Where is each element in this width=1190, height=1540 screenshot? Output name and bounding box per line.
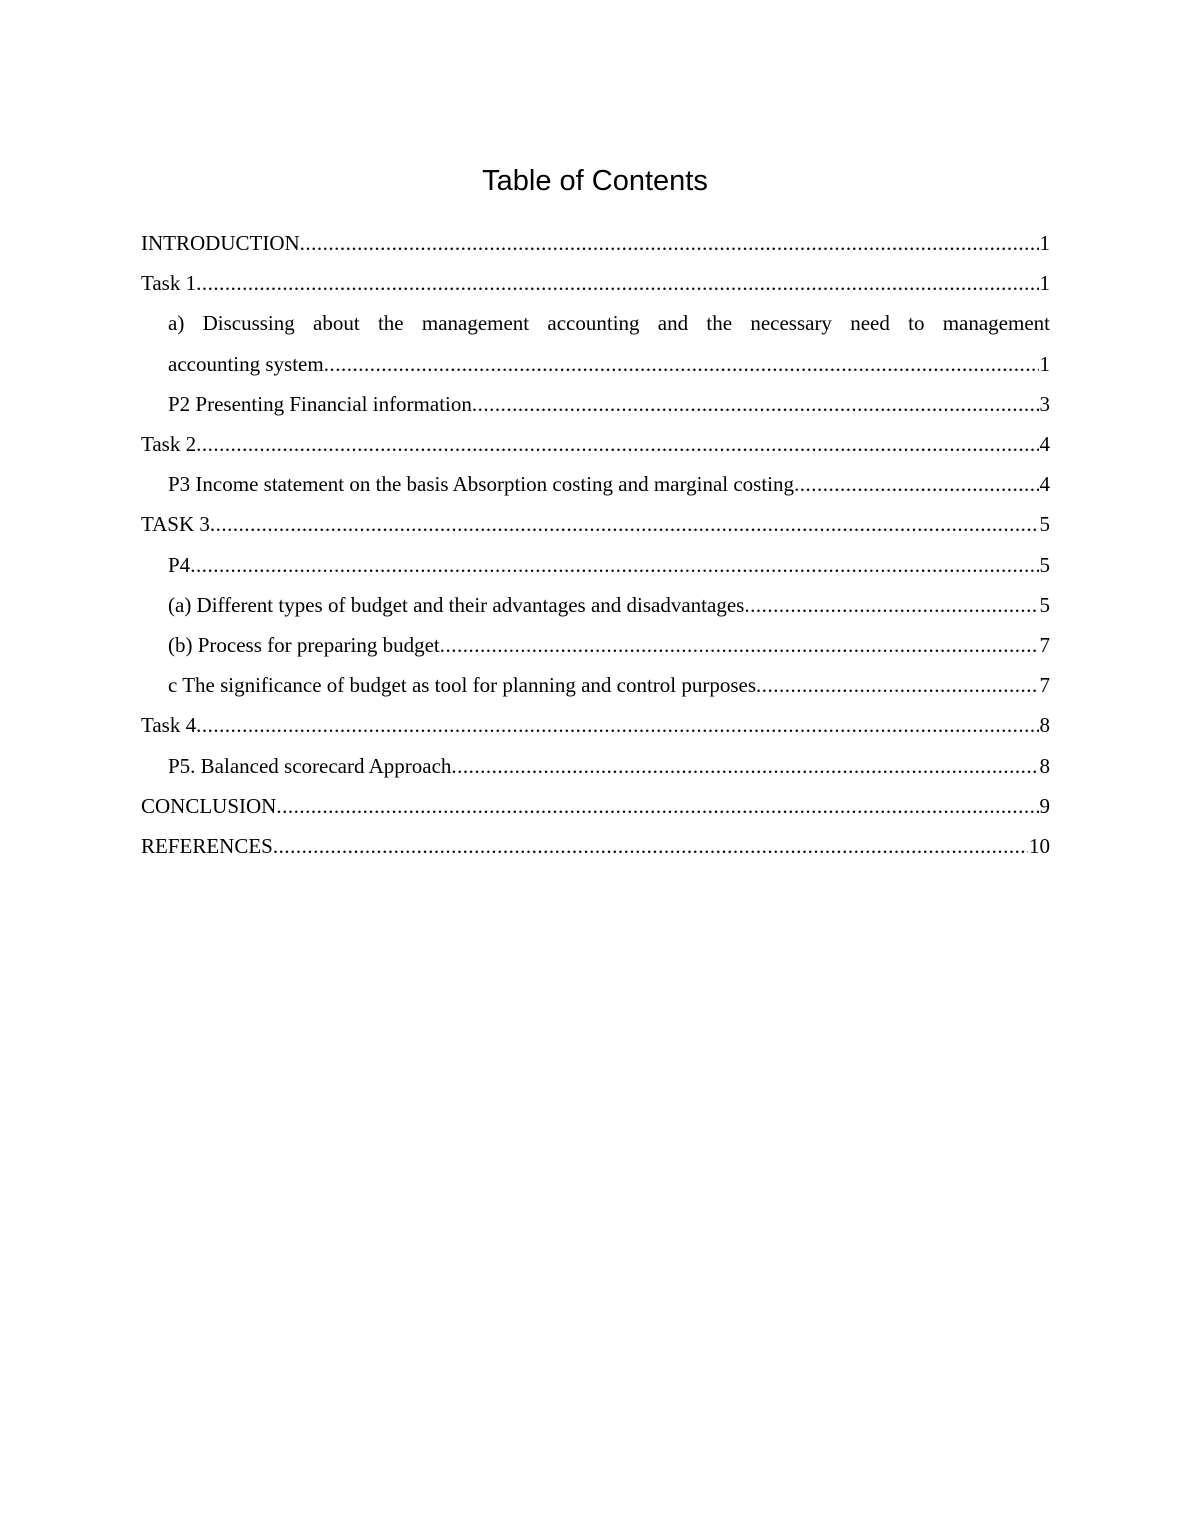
toc-page-number: 9 [1039, 793, 1050, 818]
toc-entry-conclusion[interactable] [141, 786, 1050, 826]
toc-entry-references[interactable] [141, 826, 1050, 866]
dot-leader [190, 545, 1038, 585]
toc-entry-budget-process[interactable] [141, 625, 1050, 665]
table-of-contents [141, 223, 1050, 866]
dot-leader [273, 826, 1028, 866]
toc-entry-label: INTRODUCTION [141, 231, 300, 255]
toc-page-number: 7 [1039, 673, 1050, 698]
dot-leader [300, 223, 1039, 263]
toc-page-number: 8 [1039, 713, 1050, 738]
toc-page-number: 8 [1039, 753, 1050, 778]
dot-leader [472, 384, 1039, 424]
dot-leader [276, 786, 1038, 826]
toc-page-number: 10 [1029, 834, 1050, 859]
toc-entry-p5[interactable] [141, 746, 1050, 786]
toc-entry-task-1[interactable] [141, 263, 1050, 303]
toc-entry-label: (b) Process for preparing budget [168, 633, 440, 658]
toc-entry-label: Task 2 [141, 432, 197, 457]
toc-entry-introduction[interactable] [141, 223, 1050, 263]
dot-leader [440, 625, 1039, 665]
toc-entry-label: P5. Balanced scorecard Approach [168, 753, 452, 778]
toc-page-number: 1 [1039, 231, 1050, 255]
toc-page-number: 1 [1039, 351, 1050, 376]
toc-page-number: 4 [1039, 472, 1050, 497]
toc-page-number: 7 [1039, 633, 1050, 658]
toc-page-number: 4 [1039, 432, 1050, 457]
toc-entry-task-3[interactable] [141, 504, 1050, 544]
toc-entry-p2[interactable] [141, 384, 1050, 424]
toc-entry-label: accounting system [168, 351, 324, 376]
dot-leader [196, 705, 1038, 745]
toc-entry-budget-types[interactable] [141, 585, 1050, 625]
dot-leader [196, 424, 1038, 464]
page-title: Table of Contents [482, 165, 708, 197]
toc-entry-management-accounting[interactable] [141, 303, 1050, 383]
dot-leader [196, 263, 1038, 303]
toc-entry-task-4[interactable] [141, 705, 1050, 745]
toc-entry-label: CONCLUSION [141, 793, 277, 818]
toc-entry-label: c The significance of budget as tool for planning and control purposes [168, 673, 757, 698]
toc-entry-label: Task 1 [141, 271, 197, 296]
dot-leader [324, 344, 1039, 384]
dot-leader [744, 585, 1038, 625]
toc-entry-label: P3 Income statement on the basis Absorption costing and marginal costing [168, 472, 795, 497]
toc-entry-p4[interactable] [141, 545, 1050, 585]
dot-leader [756, 665, 1038, 705]
toc-entry-label: Task 4 [141, 713, 197, 738]
toc-page-number: 5 [1039, 512, 1050, 537]
toc-entry-label-line: a) Discussing about the management accounting and the necessary need to management [168, 311, 1050, 336]
toc-entry-label: TASK 3 [141, 512, 210, 537]
toc-entry-p3[interactable] [141, 464, 1050, 504]
toc-entry-label: REFERENCES [141, 834, 273, 859]
toc-entry-label: P4 [168, 552, 191, 577]
toc-page-number: 5 [1039, 592, 1050, 617]
dot-leader [451, 746, 1038, 786]
dot-leader [210, 504, 1039, 544]
toc-page-number: 1 [1039, 271, 1050, 296]
toc-entry-task-2[interactable] [141, 424, 1050, 464]
toc-entry-label: P2 Presenting Financial information [168, 391, 472, 416]
toc-page-number: 3 [1039, 391, 1050, 416]
toc-entry-label: (a) Different types of budget and their advantages and disadvantages [168, 592, 745, 617]
toc-page-number: 5 [1039, 552, 1050, 577]
toc-entry-budget-significance[interactable] [141, 665, 1050, 705]
dot-leader [794, 464, 1038, 504]
